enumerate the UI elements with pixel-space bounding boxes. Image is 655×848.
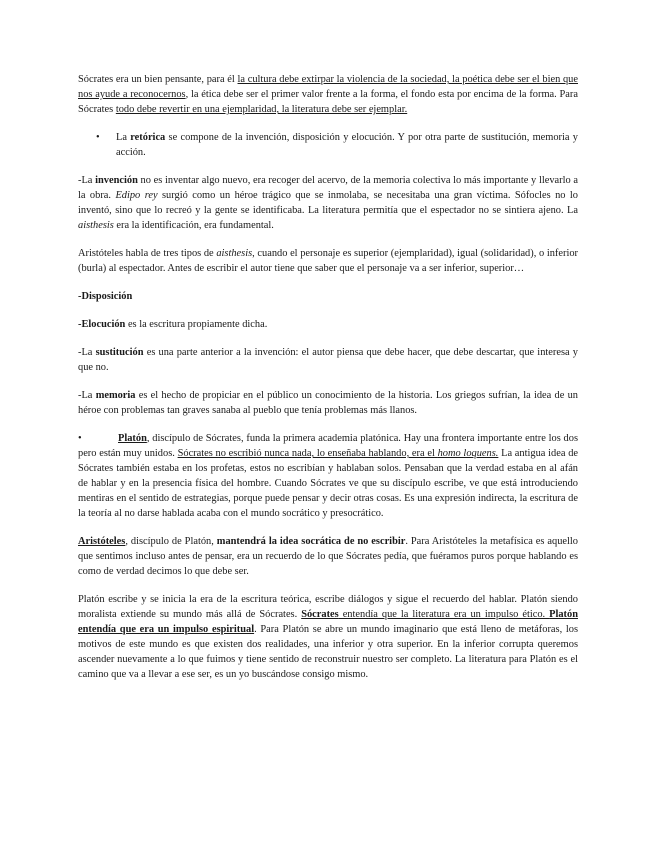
title-edipo-rey: Edipo rey [115, 190, 158, 201]
term-invencion: invención [95, 175, 138, 186]
term-aisthesis: aisthesis [78, 220, 114, 231]
bold-underlined-phrase: Platón entendía que era un impulso espiritual [78, 609, 578, 635]
paragraph-socrates-intro: Sócrates era un bien pensante, para él la cultura debe extirpar la violencia de la sociedad, la poética debe ser el bien que nos ayude a reconocernos, la ética debe ser el primer valor frente a la forma, el fondo esta por encima de la forma. Para Sócrates todo debe revertir en una ejemplaridad, la literatura debe ser ejemplar. [78, 74, 578, 115]
underlined-phrase: Sócrates no escribió nunca nada, lo enseñaba hablando, era el [177, 448, 438, 459]
term-platon: Platón [118, 433, 147, 444]
paragraph-memoria: -La memoria es el hecho de propiciar en el público un conocimiento de la historia. Los griegos sufrían, la idea de un héroe con problemas tan graves sanaba al pueblo que tenía problemas más llanos. [78, 390, 578, 416]
term-aristoteles: Aristóteles [78, 536, 126, 547]
bullet-dot: • [78, 433, 82, 444]
term-retorica: retórica [130, 132, 166, 143]
paragraph-aristoteles-aisthesis: Aristóteles habla de tres tipos de aisthesis, cuando el personaje es superior (ejemplaridad), igual (solidaridad), o inferior (burla) al espectador. Antes de escribir el autor tiene que saber que el personaje va a ser inferior, superior… [78, 248, 578, 274]
bold-phrase: mantendrá la idea socrática de no escribir [216, 536, 406, 547]
paragraph-platon-escribe: Platón escribe y se inicia la era de la escritura teórica, escribe diálogos y sigue el recuerdo del hablar. Platón siendo moralista extiende su mundo más allá de Sócrates. Sócrates entendía que la literatura era un impulso ético. Platón entendía que era un impulso espiritual. Para Platón se abre un mundo imaginario que está lleno de metáforas, los motivos de este mundo es que existen dos realidades, una inferior y otra superior. En la inferior corrupta queremos ascender nuevamente a lo que fuimos y tiene sentido de reconstruir nuestro ser completo. La literatura para Platón es el camino que va a llevar a ese ser, es un yo buscándose consigo mismo. [78, 594, 578, 680]
paragraph-elocucion: -Elocución es la escritura propiamente dicha. [78, 319, 268, 330]
paragraph-invencion: -La invención no es inventar algo nuevo, era recoger del acervo, de la memoria colectiva lo más importante y llevarlo a la obra. Edipo rey surgió como un héroe trágico que se inmolaba, se necesitaba una gran víctima. Sófocles no lo inventó, sino que lo recreó y la gente se identificaba. La literatura permitía que el espectador no se sintiera ajeno. La aisthesis era la identificación, era fundamental. [78, 175, 578, 231]
term-sustitucion: sustitución [95, 347, 144, 358]
paragraph-sustitucion: -La sustitución es una parte anterior a la invención: el autor piensa que debe hacer, que debe descartar, que interesa y que no. [78, 347, 578, 373]
term-homo-loquens: homo loquens. [437, 448, 499, 459]
underlined-phrase: todo debe revertir en una ejemplaridad, la literatura debe ser ejemplar. [115, 104, 408, 115]
term-socrates: Sócrates [301, 609, 339, 620]
bullet-platon: • Platón, discípulo de Sócrates, funda la primera academia platónica. Hay una frontera importante entre los dos pero están muy unidos. Sócrates no escribió nunca nada, lo enseñaba hablando, era el homo loquens. La antigua idea de Sócrates también estaba en los profetas, estos no escribían y hablaban solos. Pensaban que la verdad estaba en al afán de hablar y en la presencia física del hombre. Cuando Sócrates ve que su discípulo escribe, ve que está introduciendo mentiras en el sentido de estrategias, porque puede pensar y decir otras cosas. Es una expresión indirecta, la escritura de la teoría al no darse hablada acaba con el mundo socrático y presocrático. [78, 433, 579, 519]
term-memoria: memoria [95, 390, 136, 401]
paragraph-disposicion [78, 289, 578, 304]
paragraph-aristoteles: Aristóteles, discípulo de Platón, mantendrá la idea socrática de no escribir. Para Aristóteles la metafísica es aquello que sentimos incluso antes de pensar, era un recuerdo de lo que Sócrates pedía, que fuéramos puros porque hablando es como de verdad decimos lo que debe ser. [78, 536, 579, 577]
bullet-retorica: • La retórica se compone de la invención, disposición y elocución. Y por otra parte de sustitución, memoria y acción. [78, 130, 578, 160]
term-disposicion: -Disposición [78, 291, 133, 302]
term-aisthesis: aisthesis [216, 248, 253, 259]
underlined-phrase: entendía que la literatura era un impulso ético. [338, 609, 550, 620]
underlined-phrase: la cultura debe extirpar la violencia de la sociedad, la poética debe ser el bien que nos ayude a reconocernos [78, 74, 578, 100]
term-elocucion: -Elocución [78, 319, 126, 330]
document-body [78, 72, 578, 695]
